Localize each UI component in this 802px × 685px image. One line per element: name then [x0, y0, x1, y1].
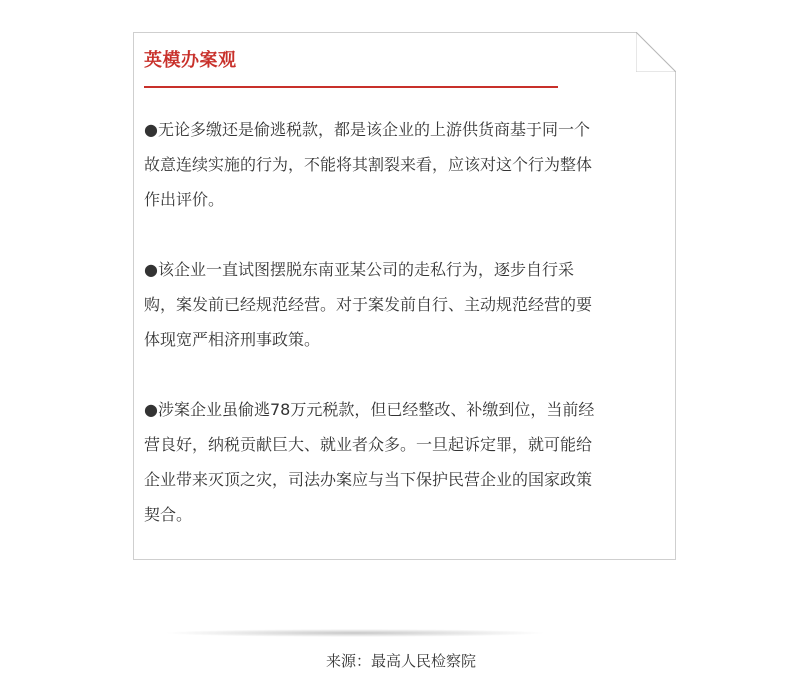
paragraph-line: 购，案发前已经规范经营。对于案发前自行、主动规范经营的要: [144, 295, 593, 314]
title-underline: [144, 86, 558, 88]
source-caption: 来源：最高人民检察院: [325, 652, 476, 670]
card-content: [144, 112, 670, 567]
section-title: 英模办案观: [144, 50, 237, 71]
paragraph-line: ●该企业一直试图摆脱东南亚某公司的走私行为，逐步自行采: [144, 260, 574, 279]
paragraph-2: [144, 252, 670, 357]
folded-corner-icon: [636, 32, 676, 72]
paragraph-line: 企业带来灭顶之灾，司法办案应与当下保护民营企业的国家政策: [144, 470, 593, 489]
paragraph-line: 故意连续实施的行为，不能将其割裂来看，应该对这个行为整体: [144, 155, 593, 174]
paragraph-3: [144, 392, 670, 532]
quote-card: [133, 32, 676, 560]
paragraph-line: 契合。: [144, 505, 193, 524]
paragraph-line: 营良好，纳税贡献巨大、就业者众多。一旦起诉定罪，就可能给: [144, 435, 593, 454]
paragraph-line: ●涉案企业虽偷逃78万元税款，但已经整改、补缴到位，当前经: [144, 400, 595, 419]
paragraph-1: [144, 112, 670, 217]
paragraph-line: ●无论多缴还是偷逃税款，都是该企业的上游供货商基于同一个: [144, 120, 590, 139]
paragraph-line: 体现宽严相济刑事政策。: [144, 330, 321, 349]
paragraph-line: 作出评价。: [144, 190, 225, 209]
shadow-divider: [165, 628, 545, 638]
